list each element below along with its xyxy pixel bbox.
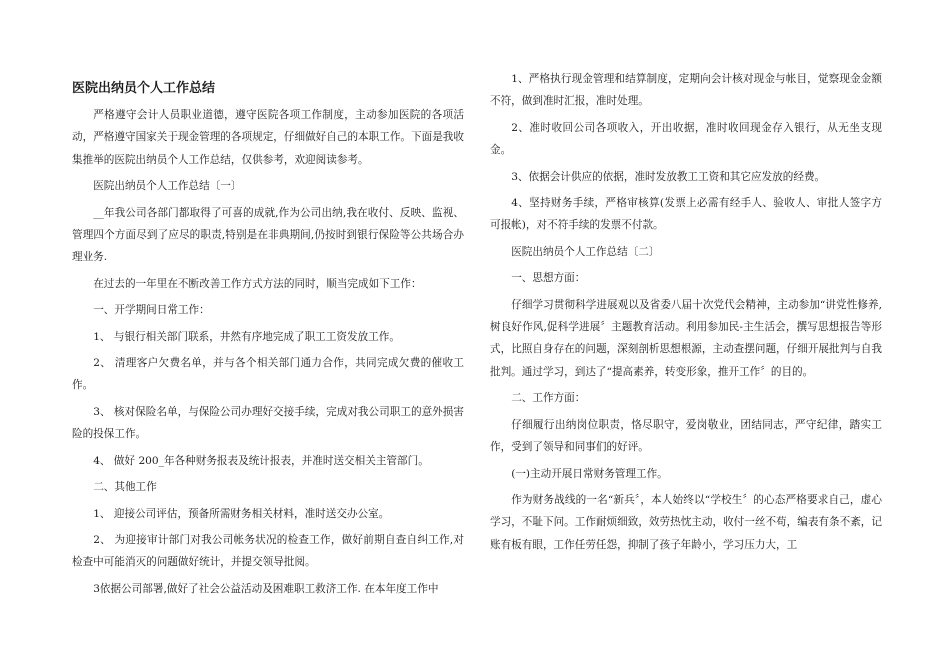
list-item: 1、严格执行现金管理和结算制度，定期向会计核对现金与帐目，觉察现金金额不符，做到准时汇报，准时处理。: [490, 73, 882, 108]
section-heading-one: 医院出纳员个人工作总结〔一〕: [93, 180, 242, 193]
subheading: 一、开学期间日常工作：: [93, 304, 210, 317]
subheading: (一)主动开展日常财务管理工作。: [511, 467, 668, 480]
list-item: 1、 与银行相关部门联系，井然有序地完成了职工工资发放工作。: [93, 330, 400, 343]
body-paragraph: 在过去的一年里在不断改善工作方式方法的同时，顺当完成如下工作：: [93, 277, 422, 290]
list-item: 3、 核对保险名单，与保险公司办理好交接手续，完成对我公司职工的意外损害险的投保工作。: [72, 405, 464, 441]
left-column: [72, 68, 464, 604]
intro-paragraph: 严格遵守会计人员职业道德，遵守医院各项工作制度，主动参加医院的各项活动，严格遵守国家关于现金管理的各项规定，仔细做好自己的本职工作。下面是我收集推举的医院出纳员个人工作总结，仅供参考，欢迎阅读参考。: [72, 109, 464, 166]
subheading: 一、思想方面：: [511, 272, 586, 285]
list-item: 4、 做好 200_年各种财务报表及统计报表，并准时送交相关主管部门。: [93, 454, 429, 467]
body-paragraph: __年我公司各部门都取得了可喜的成就,作为公司出纳,我在收付、反映、监视、管理四个方面尽到了应尽的职责,特别是在非典期间,仍按时到银行保险等公共场合办理业务.: [72, 206, 464, 264]
body-paragraph: 仔细学习贯彻科学进展观以及省委八届十次党代会精神，主动参加“讲党性修养,树良好作风,促科学进展〞主题教育活动。利用参加民-主生活会，撰写思想报告等形式，比照自身存在的问题，深刻剖析思想根源，主动查摆问题，仔细开展批判与自我批判。通过学习，到达了“提高素养，转变形象，推开工作〞的目的。: [490, 298, 882, 378]
body-paragraph: 作为财务战线的一名“新兵〞，本人始终以“学校生〞的心态严格要求自己，虚心学习，不耻下问。工作耐烦细致，效劳热忱主动，收付一丝不苟，编表有条不紊，记账有板有眼，工作任劳任怨，抑制了孩子年龄小，学习压力大，工: [490, 493, 882, 551]
list-item: 4、坚持财务手续，严格审核算(发票上必需有经手人、验收人、审批人签字方可报帐)，对不符手续的发票不付款。: [490, 197, 882, 232]
list-item: 2、 清理客户欠费名单，并与各个相关部门通力合作，共同完成欠费的催收工作。: [72, 357, 464, 392]
list-item: 3、依据会计供应的依据，准时发放教工工资和其它应发放的经费。: [511, 170, 826, 183]
list-item: 2、 为迎接审计部门对我公司帐务状况的检查工作，做好前期自查自纠工作,对检查中可能消灭的问题做好统计，并提交领导批阅。: [72, 533, 464, 569]
body-paragraph: 仔细履行出纳岗位职责，恪尽职守，爱岗敬业，团结同志，严守纪律，踏实工作，受到了领导和同事们的好评。: [490, 418, 882, 454]
document-title: 医院出纳员个人工作总结: [72, 81, 216, 96]
subheading: 二、其他工作: [93, 481, 157, 494]
list-item: 3依据公司部署,做好了社会公益活动及困难职工救济工作. 在本年度工作中: [93, 582, 439, 595]
subheading: 二、工作方面：: [511, 392, 586, 405]
section-heading-two: 医院出纳员个人工作总结〔二〕: [511, 245, 660, 258]
list-item: 1、 迎接公司评估，预备所需财务相关材料，准时送交办公室。: [93, 507, 390, 520]
right-column: [490, 68, 882, 560]
list-item: 2、准时收回公司各项收入，开出收据，准时收回现金存入银行，从无坐支现金。: [490, 121, 882, 157]
